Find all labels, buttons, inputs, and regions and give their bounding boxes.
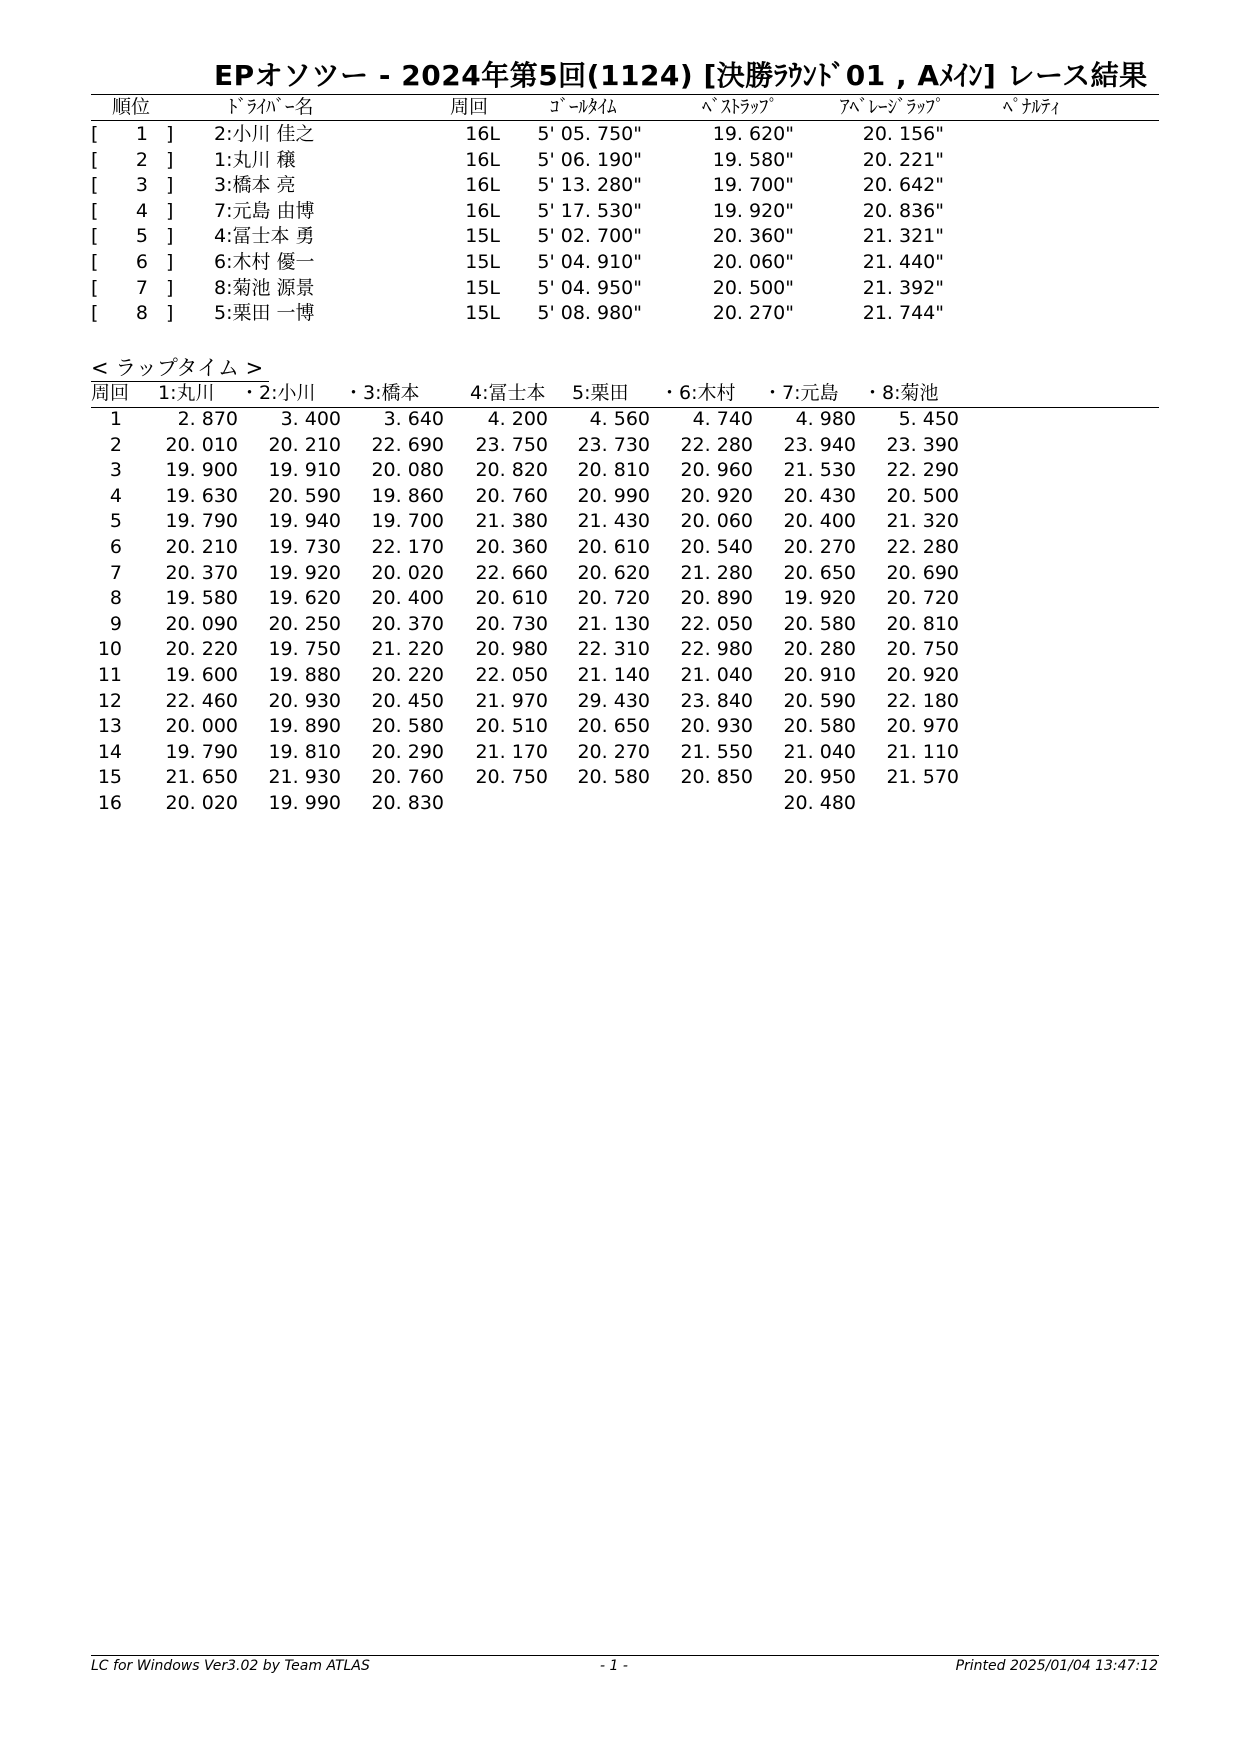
- lap-time: 20. 360: [475, 536, 548, 558]
- lap-time: 20. 270: [783, 536, 856, 558]
- position-number: 5: [135, 225, 148, 248]
- best-lap: 19. 580": [712, 148, 794, 171]
- lap-number: 8: [109, 587, 122, 610]
- lap-time: 20. 580: [783, 715, 856, 738]
- lap-time: 3. 640: [383, 408, 444, 430]
- lap-time: 20. 510: [475, 715, 548, 738]
- lap-time: 21. 170: [475, 740, 548, 763]
- lap-time: 19. 910: [268, 459, 341, 482]
- bracket-open: [: [91, 199, 99, 222]
- bracket-open: [: [91, 174, 99, 197]
- goal-time: 5' 02. 700": [537, 225, 642, 248]
- lap-time: 20. 950: [783, 766, 856, 789]
- lap-time: 21. 320: [886, 510, 959, 533]
- lap-header-lap: 周回: [91, 382, 130, 404]
- lap-time: 20. 650: [577, 715, 650, 738]
- lap-count: 16L: [465, 174, 500, 197]
- lap-time: 20. 580: [371, 715, 444, 738]
- position-number: 7: [135, 276, 148, 299]
- lap-time: 20. 610: [577, 536, 650, 558]
- lap-time: 20. 580: [783, 612, 856, 635]
- lap-time: 20. 720: [886, 587, 959, 610]
- position-number: 4: [135, 199, 148, 222]
- lap-time: 20. 650: [783, 561, 856, 584]
- driver-name: 3:橋本 亮: [214, 174, 296, 197]
- driver-name: 2:小川 佳之: [214, 123, 315, 145]
- lap-time: 20. 930: [268, 689, 341, 712]
- lap-time: 20. 720: [577, 587, 650, 610]
- lap-number: 1: [109, 408, 122, 430]
- lap-header-driver: 1:丸川: [158, 382, 215, 404]
- lap-time: 20. 750: [475, 766, 548, 789]
- bracket-open: [: [91, 276, 99, 299]
- best-lap: 20. 060": [712, 251, 794, 273]
- lap-time: 19. 810: [268, 740, 341, 763]
- best-lap: 19. 700": [712, 174, 794, 197]
- lap-time: 20. 210: [165, 536, 238, 558]
- average-lap: 21. 392": [862, 276, 944, 299]
- lap-number: 5: [109, 510, 122, 533]
- lap-header-driver: 5:栗田: [572, 382, 629, 404]
- lap-time: 20. 930: [680, 715, 753, 738]
- bracket-open: [: [91, 302, 99, 325]
- lap-time: 20. 760: [371, 766, 444, 789]
- lap-time: 19. 630: [165, 484, 238, 507]
- footer-software: LC for Windows Ver3.02 by Team ATLAS: [91, 1658, 370, 1674]
- goal-time: 5' 13. 280": [537, 174, 642, 197]
- lap-time: 19. 890: [268, 715, 341, 738]
- header-laps: 周回: [450, 96, 489, 118]
- average-lap: 20. 221": [862, 148, 944, 171]
- bracket-open: [: [91, 251, 99, 273]
- bracket-close: ]: [166, 225, 174, 248]
- bracket-close: ]: [166, 174, 174, 197]
- lap-time: 21. 040: [783, 740, 856, 763]
- position-number: 8: [135, 302, 148, 325]
- lap-time: 21. 380: [475, 510, 548, 533]
- lap-time: 20. 970: [886, 715, 959, 738]
- lap-time: 20. 370: [371, 612, 444, 635]
- driver-name: 7:元島 由博: [214, 199, 315, 222]
- header-best-lap: ﾍﾞｽﾄﾗｯﾌﾟ: [702, 96, 779, 118]
- average-lap: 21. 321": [862, 225, 944, 248]
- lap-time: 20. 480: [783, 792, 856, 814]
- lap-time: 20. 020: [371, 561, 444, 584]
- lap-time: 20. 010: [165, 433, 238, 456]
- lap-time: 19. 600: [165, 664, 238, 686]
- header-driver: ﾄﾞﾗｲﾊﾞｰ名: [228, 96, 314, 118]
- lap-time: 22. 280: [886, 536, 959, 558]
- lap-count: 16L: [465, 199, 500, 222]
- position-number: 6: [135, 251, 148, 273]
- lap-time: 20. 370: [165, 561, 238, 584]
- lap-time: 20. 730: [475, 612, 548, 635]
- lap-time: 21. 550: [680, 740, 753, 763]
- header-penalty: ﾍﾟﾅﾙﾃｨ: [1003, 96, 1061, 118]
- lap-time: 20. 980: [475, 638, 548, 661]
- lap-time: 4. 200: [487, 408, 548, 430]
- lap-time: 20. 000: [165, 715, 238, 738]
- bracket-close: ]: [166, 148, 174, 171]
- lap-time: 19. 790: [165, 740, 238, 763]
- lap-header-driver: ・6:木村: [660, 382, 736, 404]
- lap-number: 6: [109, 536, 122, 558]
- lap-time: 21. 930: [268, 766, 341, 789]
- lap-time: 20. 400: [783, 510, 856, 533]
- lap-time: 20. 910: [783, 664, 856, 686]
- lap-time: 20. 620: [577, 561, 650, 584]
- footer-printed: Printed 2025/01/04 13:47:12: [955, 1658, 1158, 1674]
- lap-time: 20. 580: [577, 766, 650, 789]
- lap-header-driver: ・2:小川: [240, 382, 316, 404]
- lap-number: 10: [97, 638, 122, 661]
- header-goal-time: ｺﾞｰﾙﾀｲﾑ: [550, 96, 617, 118]
- laptime-section-title: < ラップタイム >: [91, 356, 264, 380]
- best-lap: 20. 500": [712, 276, 794, 299]
- lap-time: 20. 090: [165, 612, 238, 635]
- lap-time: 20. 500: [886, 484, 959, 507]
- lap-time: 23. 840: [680, 689, 753, 712]
- lap-time: 23. 730: [577, 433, 650, 456]
- driver-name: 5:栗田 一博: [214, 302, 315, 325]
- lap-time: 21. 570: [886, 766, 959, 789]
- lap-time: 19. 990: [268, 792, 341, 814]
- lap-time: 21. 970: [475, 689, 548, 712]
- lap-time: 20. 690: [886, 561, 959, 584]
- lap-header-driver: ・8:菊池: [863, 382, 939, 404]
- lap-header-driver: ・7:元島: [763, 382, 839, 404]
- header-average-lap: ｱﾍﾞﾚｰｼﾞﾗｯﾌﾟ: [840, 96, 945, 118]
- lap-time: 22. 980: [680, 638, 753, 661]
- lap-time: 20. 280: [783, 638, 856, 661]
- lap-time: 20. 920: [886, 664, 959, 686]
- lap-count: 15L: [465, 276, 500, 299]
- lap-time: 19. 580: [165, 587, 238, 610]
- lap-number: 2: [109, 433, 122, 456]
- lap-number: 15: [97, 766, 122, 789]
- lap-time: 22. 050: [680, 612, 753, 635]
- footer-divider: [91, 1655, 1159, 1656]
- driver-name: 6:木村 優一: [214, 251, 315, 273]
- lap-time: 21. 110: [886, 740, 959, 763]
- lap-time: 20. 830: [371, 792, 444, 814]
- lap-time: 20. 060: [680, 510, 753, 533]
- lap-number: 7: [109, 561, 122, 584]
- lap-time: 22. 280: [680, 433, 753, 456]
- lap-time: 19. 790: [165, 510, 238, 533]
- lap-header-driver: 4:冨士本: [470, 382, 546, 404]
- lap-time: 20. 450: [371, 689, 444, 712]
- lap-number: 16: [97, 792, 122, 814]
- goal-time: 5' 05. 750": [537, 123, 642, 145]
- header-position: 順位: [112, 96, 151, 118]
- lap-time: 20. 920: [680, 484, 753, 507]
- lap-time: 21. 040: [680, 664, 753, 686]
- lap-time: 21. 650: [165, 766, 238, 789]
- lap-time: 20. 810: [886, 612, 959, 635]
- lap-time: 20. 810: [577, 459, 650, 482]
- driver-name: 8:菊池 源景: [214, 276, 315, 299]
- lap-time: 22. 690: [371, 433, 444, 456]
- lap-time: 22. 180: [886, 689, 959, 712]
- lap-time: 21. 530: [783, 459, 856, 482]
- lap-time: 21. 130: [577, 612, 650, 635]
- lap-time: 3. 400: [280, 408, 341, 430]
- lap-number: 12: [97, 689, 122, 712]
- lap-time: 19. 920: [783, 587, 856, 610]
- average-lap: 21. 440": [862, 251, 944, 273]
- lap-header-driver: ・3:橋本: [344, 382, 420, 404]
- lap-time: 21. 280: [680, 561, 753, 584]
- lap-time: 20. 820: [475, 459, 548, 482]
- average-lap: 21. 744": [862, 302, 944, 325]
- driver-name: 4:冨士本 勇: [214, 225, 315, 248]
- lap-time: 22. 290: [886, 459, 959, 482]
- lap-time: 20. 610: [475, 587, 548, 610]
- bracket-open: [: [91, 123, 99, 145]
- lap-number: 14: [97, 740, 122, 763]
- lap-time: 19. 900: [165, 459, 238, 482]
- lap-time: 19. 940: [268, 510, 341, 533]
- lap-time: 20. 960: [680, 459, 753, 482]
- bracket-open: [: [91, 225, 99, 248]
- footer-page-number: - 1 -: [600, 1658, 628, 1674]
- position-number: 2: [135, 148, 148, 171]
- lap-count: 15L: [465, 302, 500, 325]
- lap-time: 21. 220: [371, 638, 444, 661]
- goal-time: 5' 17. 530": [537, 199, 642, 222]
- lap-time: 22. 050: [475, 664, 548, 686]
- lap-time: 29. 430: [577, 689, 650, 712]
- lap-time: 20. 750: [886, 638, 959, 661]
- lap-time: 23. 750: [475, 433, 548, 456]
- lap-time: 20. 990: [577, 484, 650, 507]
- lap-time: 23. 940: [783, 433, 856, 456]
- lap-time: 19. 860: [371, 484, 444, 507]
- bracket-close: ]: [166, 251, 174, 273]
- goal-time: 5' 06. 190": [537, 148, 642, 171]
- page-title: EPオソツー - 2024年第5回(1124) [決勝ﾗｳﾝﾄﾞ01 , Aﾒｲﾝ] レース結果: [214, 59, 1148, 92]
- lap-time: 22. 660: [475, 561, 548, 584]
- lap-time: 20. 850: [680, 766, 753, 789]
- lap-time: 19. 620: [268, 587, 341, 610]
- lap-time: 20. 270: [577, 740, 650, 763]
- lap-time: 4. 980: [795, 408, 856, 430]
- lap-time: 4. 560: [589, 408, 650, 430]
- lap-time: 23. 390: [886, 433, 959, 456]
- bracket-close: ]: [166, 123, 174, 145]
- lap-number: 9: [109, 612, 122, 635]
- average-lap: 20. 156": [862, 123, 944, 145]
- lap-time: 20. 430: [783, 484, 856, 507]
- goal-time: 5' 04. 950": [537, 276, 642, 299]
- lap-time: 4. 740: [692, 408, 753, 430]
- lap-time: 2. 870: [177, 408, 238, 430]
- lap-time: 20. 540: [680, 536, 753, 558]
- lap-time: 19. 880: [268, 664, 341, 686]
- lap-time: 19. 750: [268, 638, 341, 661]
- goal-time: 5' 04. 910": [537, 251, 642, 273]
- lap-time: 20. 760: [475, 484, 548, 507]
- lap-time: 20. 020: [165, 792, 238, 814]
- lap-time: 20. 080: [371, 459, 444, 482]
- lap-time: 20. 220: [165, 638, 238, 661]
- best-lap: 20. 270": [712, 302, 794, 325]
- lap-time: 20. 400: [371, 587, 444, 610]
- lap-time: 19. 730: [268, 536, 341, 558]
- bracket-close: ]: [166, 302, 174, 325]
- lap-time: 20. 220: [371, 664, 444, 686]
- average-lap: 20. 836": [862, 199, 944, 222]
- lap-count: 15L: [465, 251, 500, 273]
- lap-number: 4: [109, 484, 122, 507]
- best-lap: 19. 920": [712, 199, 794, 222]
- lap-count: 16L: [465, 148, 500, 171]
- position-number: 3: [135, 174, 148, 197]
- best-lap: 20. 360": [712, 225, 794, 248]
- lap-count: 15L: [465, 225, 500, 248]
- lap-time: 20. 590: [783, 689, 856, 712]
- lap-time: 20. 210: [268, 433, 341, 456]
- lap-time: 5. 450: [898, 408, 959, 430]
- lap-count: 16L: [465, 123, 500, 145]
- bracket-close: ]: [166, 199, 174, 222]
- bracket-open: [: [91, 148, 99, 171]
- lap-time: 21. 430: [577, 510, 650, 533]
- lap-time: 22. 170: [371, 536, 444, 558]
- lap-time: 19. 700: [371, 510, 444, 533]
- lap-number: 11: [97, 664, 122, 686]
- goal-time: 5' 08. 980": [537, 302, 642, 325]
- position-number: 1: [135, 123, 148, 145]
- lap-time: 20. 250: [268, 612, 341, 635]
- lap-number: 3: [109, 459, 122, 482]
- driver-name: 1:丸川 穣: [214, 148, 296, 171]
- lap-number: 13: [97, 715, 122, 738]
- best-lap: 19. 620": [712, 123, 794, 145]
- bracket-close: ]: [166, 276, 174, 299]
- lap-time: 22. 310: [577, 638, 650, 661]
- lap-time: 22. 460: [165, 689, 238, 712]
- lap-time: 20. 590: [268, 484, 341, 507]
- lap-time: 20. 890: [680, 587, 753, 610]
- lap-time: 20. 290: [371, 740, 444, 763]
- average-lap: 20. 642": [862, 174, 944, 197]
- lap-time: 19. 920: [268, 561, 341, 584]
- lap-time: 21. 140: [577, 664, 650, 686]
